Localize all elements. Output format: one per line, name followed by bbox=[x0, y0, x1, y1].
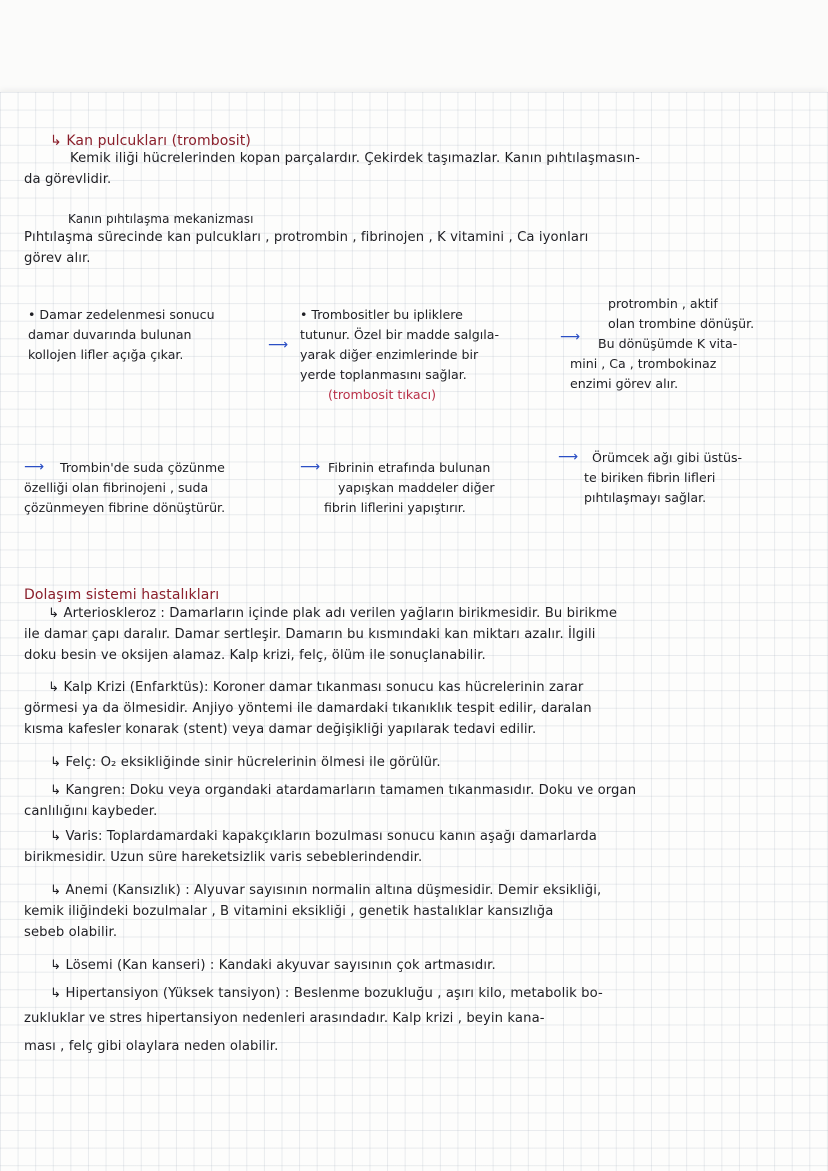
flow-step-6-line: Örümcek ağı gibi üstüs- bbox=[592, 450, 743, 465]
flow-step-1 bbox=[28, 305, 215, 365]
arrow-right-icon: ⟶ bbox=[24, 459, 45, 475]
disease-text-line: görmesi ya da ölmesidir. Anjiyo yöntemi ile damardaki tıkanıklık tespit edilir, daralan bbox=[24, 701, 592, 716]
flow-step-2 bbox=[300, 305, 499, 405]
flow-step-6-line: te biriken fibrin lifleri bbox=[584, 470, 716, 485]
arrow-right-icon: ⟶ bbox=[558, 449, 579, 465]
flow-step-3-line: mini , Ca , trombokinaz bbox=[570, 356, 717, 371]
disease-text-line: canlılığını kaybeder. bbox=[24, 804, 158, 819]
disease-text-line: birikmesidir. Uzun süre hareketsizlik varis sebeblerindendir. bbox=[24, 850, 423, 865]
disease-text-line: ile damar çapı daralır. Damar sertleşir. Damarın bu kısmındaki kan miktarı azalır. İlgili bbox=[24, 627, 596, 642]
arrow-right-icon: ⟶ bbox=[560, 329, 581, 345]
arrow-right-icon: ⟶ bbox=[268, 337, 289, 353]
platelets-text-line: Kemik iliği hücrelerinden kopan parçalardır. Çekirdek taşımazlar. Kanın pıhtılaşmasın- bbox=[70, 151, 641, 166]
disease-text-line: ↳ Lösemi (Kan kanseri) : Kandaki akyuvar sayısının çok artmasıdır. bbox=[50, 958, 496, 973]
flow-step-4-line: özelliği olan fibrinojeni , suda bbox=[24, 480, 209, 495]
flow-step-3-line: enzimi görev alır. bbox=[570, 376, 679, 391]
disease-text-line: sebeb olabilir. bbox=[24, 925, 118, 940]
flow-step-1-line: damar duvarında bulunan bbox=[28, 327, 192, 342]
flow-step-6 bbox=[584, 448, 742, 508]
flow-step-2-line: • Trombositler bu ipliklere bbox=[300, 307, 463, 322]
flow-step-2-line: tutunur. Özel bir madde salgıla- bbox=[300, 327, 500, 342]
flow-step-5 bbox=[324, 458, 495, 518]
disease-text-line: zukluklar ve stres hipertansiyon nedenleri arasındadır. Kalp krizi , beyin kana- bbox=[24, 1011, 545, 1026]
flow-step-5-line: fibrin liflerini yapıştırır. bbox=[324, 500, 466, 515]
clotting-intro-line: Pıhtılaşma sürecinde kan pulcukları , protrombin , fibrinojen , K vitamini , Ca iyonları bbox=[24, 230, 589, 245]
flow-step-1-line: kollojen lifler açığa çıkar. bbox=[28, 347, 184, 362]
disease-text-line: ↳ Anemi (Kansızlık) : Alyuvar sayısının normalin altına düşmesidir. Demir eksikliği, bbox=[50, 883, 602, 898]
flow-step-4-line: Trombin'de suda çözünme bbox=[60, 460, 225, 475]
disease-text-line: ↳ Hipertansiyon (Yüksek tansiyon) : Beslenme bozukluğu , aşırı kilo, metabolik bo- bbox=[50, 986, 603, 1001]
flow-step-4-line: çözünmeyen fibrine dönüştürür. bbox=[24, 500, 226, 515]
disease-text-line: ması , felç gibi olaylara neden olabilir. bbox=[24, 1039, 279, 1054]
platelets-text-line: da görevlidir. bbox=[24, 172, 112, 187]
platelet-plug-note: (trombosit tıkacı) bbox=[328, 387, 436, 402]
disease-text-line: ↳ Felç: O₂ eksikliğinde sinir hücrelerinin ölmesi ile görülür. bbox=[50, 755, 441, 770]
flow-step-3 bbox=[570, 294, 755, 394]
section-heading-platelets: ↳ Kan pulcukları (trombosit) bbox=[50, 133, 251, 149]
disease-text-line: ↳ Kalp Krizi (Enfarktüs): Koroner damar tıkanması sonucu kas hücrelerinin zarar bbox=[48, 680, 584, 695]
flow-step-3-line: protrombin , aktif bbox=[608, 296, 718, 311]
flow-step-2-line: yarak diğer enzimlerinde bir bbox=[300, 347, 479, 362]
disease-text-line: ↳ Varis: Toplardamardaki kapakçıkların bozulması sonucu kanın aşağı damarlarda bbox=[50, 829, 597, 844]
flow-step-1-line: • Damar zedelenmesi sonucu bbox=[28, 307, 215, 322]
disease-text-line: kısma kafesler konarak (stent) veya damar değişikliği yapılarak tedavi edilir. bbox=[24, 722, 537, 737]
flow-step-3-line: Bu dönüşümde K vita- bbox=[598, 336, 738, 351]
flow-step-4 bbox=[24, 458, 225, 518]
flow-step-2-line: yerde toplanmasını sağlar. bbox=[300, 367, 467, 382]
flow-step-5-line: Fibrinin etrafında bulunan bbox=[328, 460, 491, 475]
clotting-intro-line: görev alır. bbox=[24, 251, 91, 266]
clotting-mechanism-subheading: Kanın pıhtılaşma mekanizması bbox=[68, 212, 254, 226]
disease-text-line: kemik iliğindeki bozulmalar , B vitamini eksikliği , genetik hastalıklar kansızlığa bbox=[24, 904, 554, 919]
disease-text-line: ↳ Arterioskleroz : Damarların içinde plak adı verilen yağların birikmesidir. Bu birikme bbox=[48, 606, 618, 621]
flow-step-6-line: pıhtılaşmayı sağlar. bbox=[584, 490, 707, 505]
disease-text-line: doku besin ve oksijen alamaz. Kalp krizi, felç, ölüm ile sonuçlanabilir. bbox=[24, 648, 486, 663]
disease-text-line: ↳ Kangren: Doku veya organdaki atardamarların tamamen tıkanmasıdır. Doku ve organ bbox=[50, 783, 637, 798]
flow-step-5-line: yapışkan maddeler diğer bbox=[338, 480, 495, 495]
flow-step-3-line: olan trombine dönüşür. bbox=[608, 316, 755, 331]
section-heading-circulatory-diseases: Dolaşım sistemi hastalıkları bbox=[24, 587, 220, 603]
arrow-right-icon: ⟶ bbox=[300, 459, 321, 475]
